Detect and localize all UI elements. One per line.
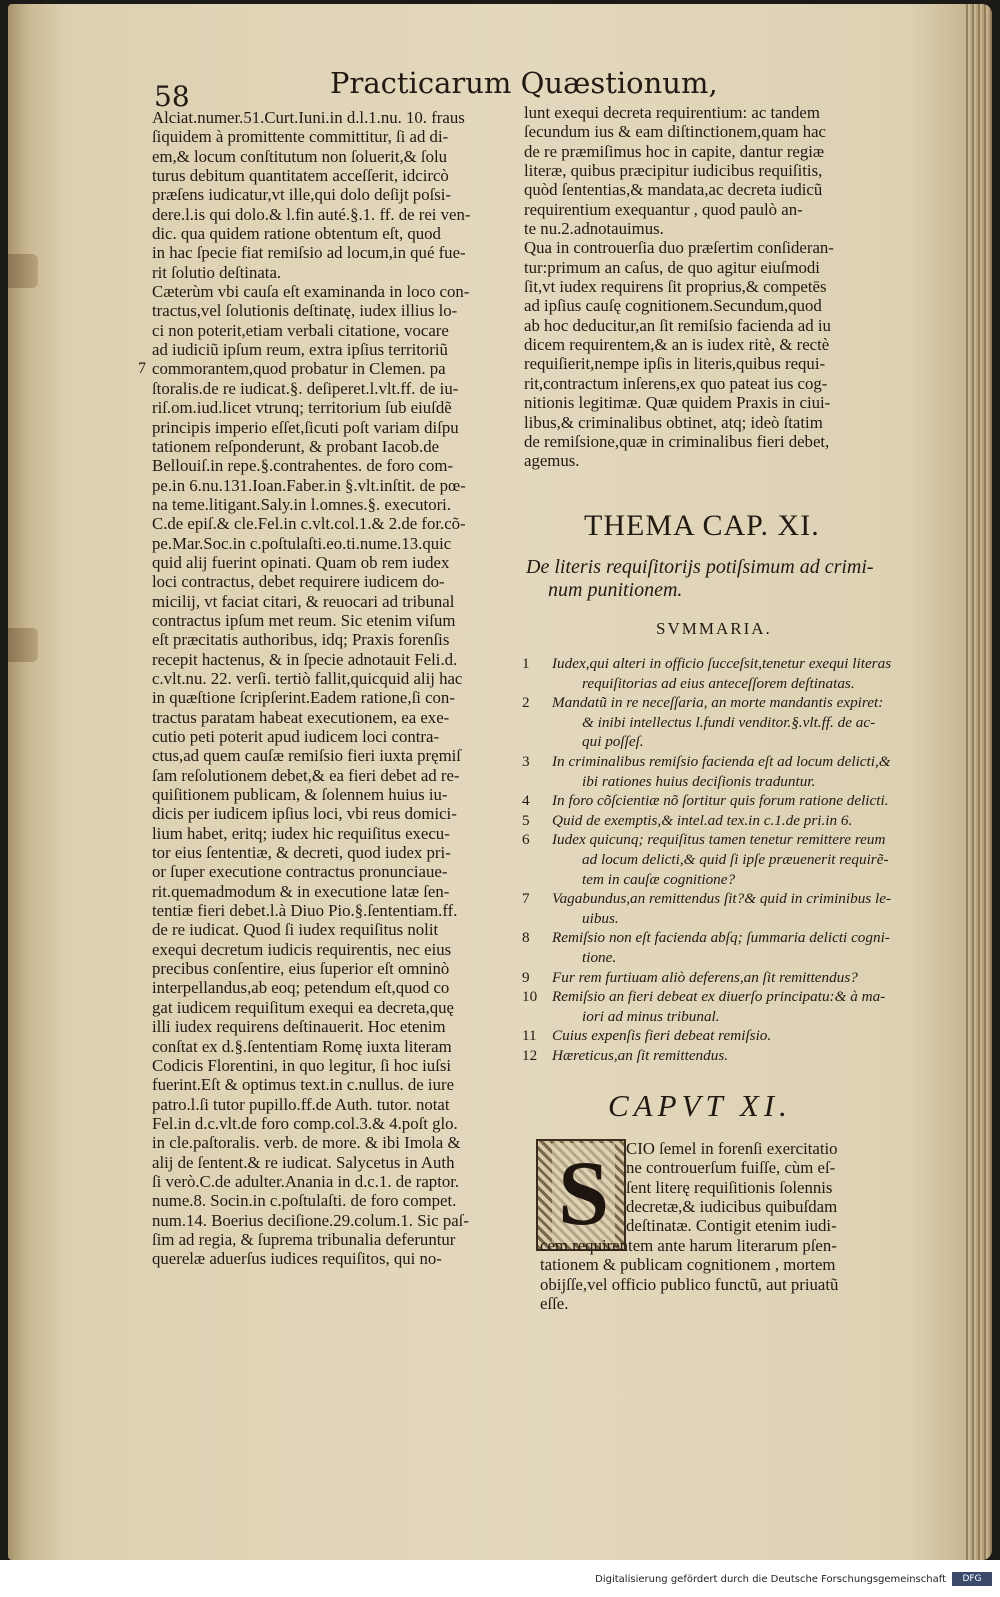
summaria-line: Cuius expenſis fieri debeat remiſsio. — [552, 1027, 772, 1045]
text-line: loci contractus, debet requirere iudicem do- — [152, 572, 445, 592]
text-line: ſi verò.C.de adulter.Anania in d.c.1. de raptor. — [152, 1171, 460, 1191]
summaria-line: Iudex quicunq; requiſitus tamen tenetur remittere reum — [552, 831, 886, 849]
summaria-line: tem in cauſæ cognitione? — [582, 870, 736, 888]
text-line: ſecundum ius & eam diſtinctionem,quam hac — [524, 122, 826, 142]
summaria-item — [522, 791, 902, 811]
text-line: or ſuper executione contractus pronunciaue- — [152, 862, 448, 882]
text-line: requirentium exequantur , quod paulò an- — [524, 199, 803, 219]
summaria-item — [522, 928, 902, 967]
text-line: gat iudicem requiſitum exequi ea decreta,quę — [152, 997, 454, 1017]
caput-text-narrow — [626, 1139, 896, 1235]
summaria-line: Iudex,qui alteri in officio ſucceſsit,tenetur exequi literas — [552, 655, 892, 672]
summaria-text — [552, 811, 902, 831]
text-line: dicis per iudicem ipſius loci, vbi reus domici- — [152, 804, 457, 824]
text-line: decretæ,& iudicibus quibuſdam — [626, 1196, 838, 1216]
text-line: pe.Mar.Soc.in c.poſtulaſti.eo.ti.nume.13.quic — [152, 533, 452, 553]
summaria-number: 7 — [522, 890, 530, 908]
summaria-text — [552, 791, 902, 811]
text-line: eſſe. — [540, 1293, 569, 1313]
text-line: cutio peti poterit apud iudicem loci contra- — [152, 727, 440, 746]
text-line: interpellandus,ab eoq; petendum eſt,quod co — [152, 978, 450, 998]
text-line: C.de epiſ.& cle.Fel.in c.vlt.col.1.& 2.de for.cõ- — [152, 514, 466, 534]
summaria-number: 11 — [522, 1027, 537, 1045]
right-column-text — [524, 103, 894, 471]
text-line: tationem reſponderunt, & probant Iacob.de — [152, 436, 440, 456]
text-line: ſtoralis.de re iudicat.§. deſiperet.l.vlt.ff. de iu- — [152, 378, 459, 398]
text-line: dere.l.is qui dolo.& l.fin auté.§.1. ff. de rei ven- — [152, 204, 471, 224]
text-line: Qua in controuerſia duo præſertim conſideran- — [524, 238, 834, 258]
footer-bar — [0, 1560, 1000, 1597]
page-edge — [966, 4, 992, 1560]
text-line: micilij, vt faciat citari, & reuocari ad tribunal — [152, 591, 455, 611]
subtitle-line: De literis requiſitorijs potiſsimum ad crimi- — [526, 556, 874, 578]
summaria-line: Remiſsio an fieri debeat ex diuerſo principatu:& à ma- — [552, 988, 886, 1006]
text-line: rit ſolutio deſtinata. — [152, 262, 282, 282]
text-line: ſit,vt iudex requirens ſit proprius,& competēs — [524, 277, 827, 297]
summaria-line: & inibi intellectus l.fundi venditor.§.vlt.ff. de ac- — [582, 713, 876, 731]
text-line: ſim ad regia, & ſuprema tribunalia deferuntur — [152, 1229, 456, 1249]
summaria-item — [522, 968, 902, 988]
text-line: ci non poterit,etiam verbali citatione, vocare — [152, 320, 449, 340]
running-head: Practicarum Quæstionum, — [330, 66, 718, 100]
summaria-list — [522, 654, 902, 1065]
text-line: te nu.2.adnotauimus. — [524, 219, 664, 239]
text-line: literæ, quibus præcipitur iudicibus requiſitis, — [524, 161, 823, 181]
summaria-item — [522, 811, 902, 831]
summaria-line: Fur rem furtiuam aliò deferens,an ſit remittendus? — [552, 968, 858, 986]
text-line: lium habet, eritq; iudex hic requiſitus execu- — [152, 823, 450, 843]
summaria-item — [522, 889, 902, 928]
text-line: Codicis Florentini, in quo legitur, ſi hoc iuſsi — [152, 1055, 452, 1075]
summaria-text — [552, 1046, 902, 1066]
text-line: turus debitum quantitatem acceſſerit, idcircò — [152, 166, 449, 186]
summaria-item — [522, 1046, 902, 1066]
summaria-item — [522, 654, 902, 693]
text-line: tor eius ſententiæ, & decreti, quod iudex pri- — [152, 843, 451, 863]
text-line: num.14. Boerius deciſione.29.colum.1. Sic paſ- — [152, 1210, 469, 1230]
text-line: pe.in 6.nu.131.Ioan.Faber.in §.vlt.inſtit. de pœ- — [152, 475, 466, 495]
decorated-initial — [536, 1139, 626, 1251]
chapter-subtitle — [526, 556, 906, 602]
text-line: nume.8. Socin.in c.poſtulaſti. de foro compet. — [152, 1191, 457, 1211]
summaria-text — [552, 928, 902, 967]
text-line: lunt exequi decreta requirentium: ac tandem — [524, 103, 820, 122]
summaria-item — [522, 693, 902, 752]
summaria-line: qui poſſeſ. — [582, 733, 644, 751]
text-line: nitionis legitimæ. Quæ quidem Praxis in ciui- — [524, 393, 831, 413]
text-line: c.vlt.nu. 22. verſi. tertiò fallit,quicquid alij hac — [152, 668, 463, 688]
summaria-item — [522, 987, 902, 1026]
text-line: tractus paratam habeat executionem, ea exe- — [152, 707, 450, 727]
text-line: principis imperio eſſet,ſicuti poſt variam diſpu — [152, 417, 459, 437]
page-number: 58 — [154, 80, 190, 113]
text-line: ab hoc deducitur,an ſit remiſsio facienda ad iu — [524, 315, 831, 335]
text-line: præſens iudicatur,vt ille,qui dolo deſijt poſsi- — [152, 185, 452, 205]
summaria-line: requiſitorias ad eius anteceſſorem deſtinatas. — [582, 674, 855, 692]
text-line: tationem & publicam cognitionem , mortem — [540, 1255, 836, 1275]
text-line: fuerint.Eſt & optimus text.in c.nullus. de iure — [152, 1075, 455, 1095]
text-line: de re præmiſimus hoc in capite, dantur regiæ — [524, 141, 825, 161]
summaria-text — [552, 968, 902, 988]
text-line: na teme.litigant.Saly.in l.omnes.§. executori. — [152, 494, 452, 514]
text-line: quòd ſententias,& mandata,ac decreta iudicũ — [524, 180, 823, 200]
text-line: em,& locum conſtitutum non ſoluerit,& ſolu — [152, 146, 448, 166]
text-line: quiſitionem publicam, & ſolennem huius iu- — [152, 785, 448, 805]
summaria-line: Remiſsio non eſt facienda abſq; ſummaria delicti cogni- — [552, 929, 890, 947]
summaria-text — [552, 1026, 902, 1046]
summaria-number: 10 — [522, 988, 538, 1006]
text-line: commorantem,quod probatur in Clemen. pa — [152, 359, 446, 379]
thema-heading: THEMA CAP. XI. — [584, 509, 820, 542]
summaria-text — [552, 693, 902, 752]
text-line: ſent literę requiſitionis ſolennis — [626, 1177, 833, 1197]
summaria-line: Hæreticus,an ſit remittendus. — [552, 1046, 729, 1064]
binding-strap-top — [8, 254, 38, 288]
summaria-number: 3 — [522, 752, 530, 770]
summaria-text — [552, 830, 902, 889]
text-line: agemus. — [524, 451, 580, 471]
summaria-text — [552, 654, 902, 693]
text-line: rit.quemadmodum & in executione latæ ſen- — [152, 881, 450, 901]
summaria-line: In criminalibus remiſsio facienda eſt ad locum delicti,& — [552, 752, 891, 770]
summaria-number: 12 — [522, 1046, 538, 1064]
text-line: alij de ſentent.& re iudicat. Salycetus in Auth — [152, 1152, 455, 1172]
summaria-line: ibi rationes huius deciſionis traduntur. — [582, 772, 816, 790]
summaria-text — [552, 889, 902, 928]
text-line: in hac ſpecie fiat remiſsio ad locum,in qué fue- — [152, 243, 466, 263]
binding-strap-bottom — [8, 628, 38, 662]
summaria-text — [552, 752, 902, 791]
summaria-line: uibus. — [582, 909, 619, 927]
summaria-number: 5 — [522, 811, 530, 829]
text-line: de re iudicat. Quod ſi iudex requiſitus nolit — [152, 920, 439, 940]
text-line: in quæſtione ſcripſerint.Eadem ratione,ſi con- — [152, 688, 455, 708]
text-line: patro.l.ſi tutor pupillo.ff.de Auth. tutor. notat — [152, 1094, 450, 1114]
text-line: querelæ aduerſus iudices requiſitos, qui no- — [152, 1249, 442, 1269]
text-line: riſ.om.iud.licet vtrunq; territorium ſub eiuſdẽ — [152, 398, 452, 418]
summaria-number: 9 — [522, 968, 530, 986]
text-line: ad ipſius cauſę cognitionem.Secundum,quod — [524, 296, 822, 316]
text-line: illi iudex requirens deſtinauerit. Hoc etenim — [152, 1017, 446, 1037]
initial-letter: S — [552, 1143, 615, 1243]
text-line: deſtinatæ. Contigit etenim iudi- — [626, 1216, 837, 1236]
summaria-line: tione. — [582, 948, 617, 966]
summaria-number: 4 — [522, 792, 530, 810]
text-line: exequi decretum iudicis requirentis, nec eius — [152, 939, 452, 959]
text-line: tentiæ fieri debet.l.à Diuo Pio.§.ſententiam.ff. — [152, 901, 458, 921]
text-line: ctus,ad quem cauſæ remiſsio fieri iuxta pręmiſ — [152, 746, 461, 766]
text-line: Bellouiſ.in repe.§.contrahentes. de foro com- — [152, 456, 454, 476]
text-line: in cle.paſtoralis. verb. de more. & ibi Imola & — [152, 1133, 461, 1153]
text-line: dic. qua quidem ratione obtentum eſt, quod — [152, 224, 441, 244]
text-line: tur:primum an caſus, de quo agitur eiuſmodi — [524, 257, 820, 277]
summaria-number: 1 — [522, 655, 530, 672]
summaria-line: ad locum delicti,& quid ſi ipſe præuenerit requirẽ- — [582, 850, 889, 868]
summaria-text — [552, 987, 902, 1026]
summaria-number: 6 — [522, 831, 530, 849]
text-line: obijſſe,vel officio publico functũ, aut priuatũ — [540, 1274, 839, 1294]
summaria-item — [522, 1026, 902, 1046]
footer-credit: Digitalisierung gefördert durch die Deutsche Forschungsgemeinschaft — [595, 1574, 946, 1585]
subtitle-line: num punitionem. — [548, 579, 683, 601]
summaria-number: 8 — [522, 929, 530, 947]
summaria-heading: SVMMARIA. — [656, 619, 772, 638]
summaria-line: iori ad minus tribunal. — [582, 1007, 720, 1025]
text-line: conſtat ex d.§.ſententiam Romę iuxta literam — [152, 1036, 452, 1056]
text-line: requiſierit,nempe ipſis in literis,quibus requi- — [524, 354, 826, 374]
text-line: ſam reſolutionem debet,& ea fieri debet ad re- — [152, 765, 460, 785]
text-line: ad iudiciũ ipſum reum, extra ipſius territoriũ — [152, 340, 448, 360]
text-line: Alciat.numer.51.Curt.Iuni.in d.l.1.nu. 10. fraus — [152, 108, 465, 127]
text-line: dicem requirentem,& an is iudex ritè, & rectè — [524, 335, 830, 355]
summaria-line: Vagabundus,an remittendus ſit?& quid in criminibus le- — [552, 890, 892, 908]
summaria-item — [522, 752, 902, 791]
summaria-line: Mandatũ in re neceſſaria, an morte mandantis expiret: — [552, 694, 884, 712]
text-line: CIO ſemel in forenſi exercitatio — [626, 1139, 838, 1158]
text-line: ſiquidem à promittente committitur, ſi ad di- — [152, 127, 449, 147]
caput-text-wide — [540, 1236, 896, 1313]
text-line: tractus,vel ſolutionis deſtinatę, iudex illius lo- — [152, 301, 458, 321]
text-line: eſt præcitatis authoribus, idq; Praxis forenſis — [152, 630, 450, 650]
text-line: cem requirentem ante harum literarum pſen- — [540, 1236, 837, 1255]
margin-number: 7 — [138, 360, 146, 377]
text-line: rit,contractum inſerens,ex quo pateat ius cog- — [524, 373, 828, 393]
text-line: ne controuerſum fuiſſe, cùm eſ- — [626, 1158, 836, 1178]
text-line: libus,& criminalibus obtinet, atq; ideò ſtatim — [524, 412, 823, 432]
left-column-text — [152, 108, 508, 1269]
summaria-line: In foro cõſcientiæ nõ ſortitur quis forum ratione delicti. — [552, 792, 889, 810]
text-line: quid alij fuerint opinati. Quam ob rem iudex — [152, 552, 450, 572]
dfg-logo: DFG — [952, 1572, 992, 1586]
summaria-line: Quid de exemptis,& intel.ad tex.in c.1.de pri.in 6. — [552, 811, 853, 829]
text-line: contractus ipſum met reum. Sic etenim viſum — [152, 610, 456, 630]
summaria-number: 2 — [522, 694, 530, 712]
summaria-item — [522, 830, 902, 889]
text-line: Cæterùm vbi cauſa eſt examinanda in loco con- — [152, 282, 470, 302]
caput-heading: CAPVT XI. — [608, 1088, 792, 1123]
text-line: recepit hactenus, & in ſpecie adnotauit Feli.d. — [152, 649, 458, 669]
text-line: de remiſsione,quæ in criminalibus fieri debet, — [524, 431, 830, 451]
text-line: precibus conſentire, eius ſuperior eſt omninò — [152, 959, 450, 979]
text-line: Fel.in d.c.vlt.de foro comp.col.3.& 4.poſt glo. — [152, 1113, 458, 1133]
